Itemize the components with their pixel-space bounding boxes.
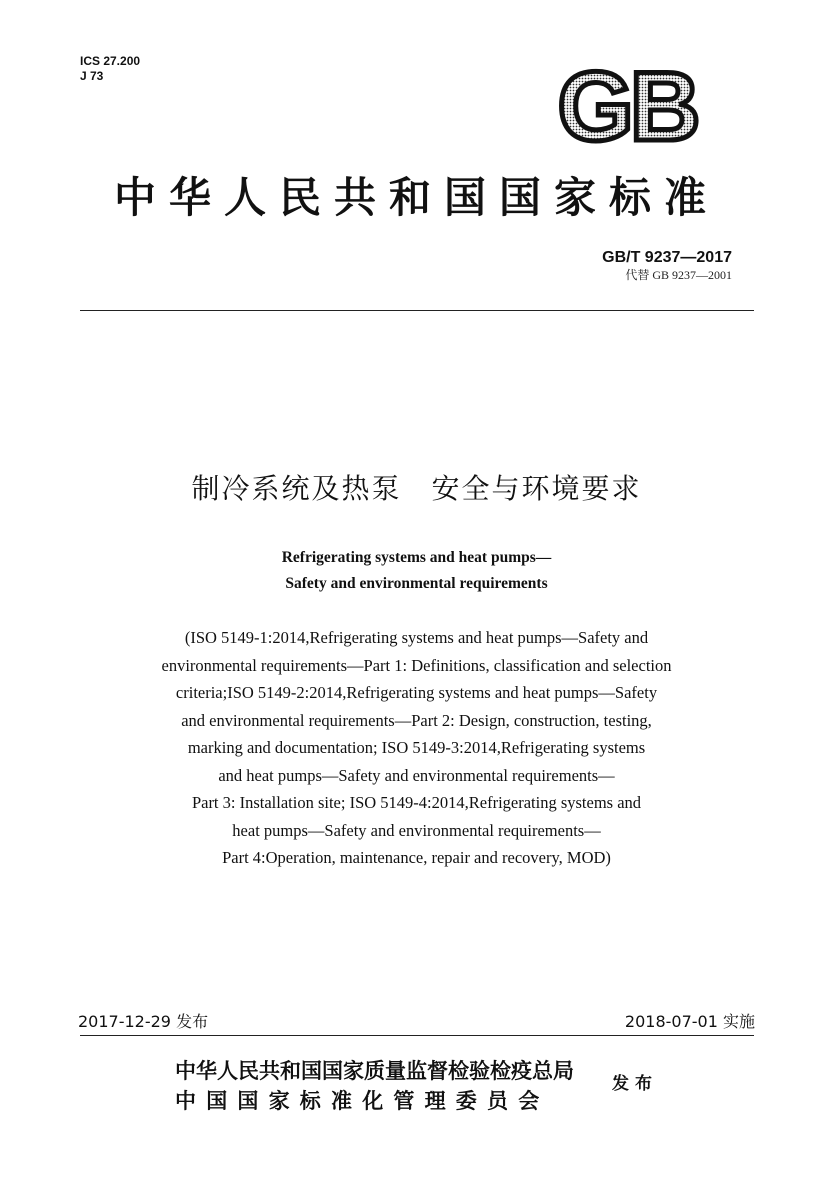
- gb-logo: [545, 62, 710, 148]
- iso-reference-line: (ISO 5149-1:2014,Refrigerating systems and heat pumps—Safety and: [184, 628, 649, 647]
- publish-label: 发布: [612, 1074, 658, 1094]
- chinese-title: 制冷系统及热泵 安全与环境要求: [191, 472, 642, 505]
- iso-reference-line: marking and documentation; ISO 5149-3:2014,Refrigerating systems: [187, 738, 646, 757]
- english-title: [0, 545, 833, 597]
- issuer-sac: 中国国家标准化管理委员会: [175, 1089, 550, 1113]
- iso-reference-line: Part 3: Installation site; ISO 5149-4:2014,Refrigerating systems and: [191, 793, 642, 812]
- iso-reference-line: environmental requirements—Part 1: Definitions, classification and selection: [161, 655, 672, 675]
- iso-reference-line: and environmental requirements—Part 2: Design, construction, testing,: [181, 710, 652, 730]
- gb-logo-text: GB: [557, 62, 697, 148]
- iso-reference-line: and heat pumps—Safety and environmental requirements—: [218, 765, 615, 785]
- implementation-date: 2018-07-01 实施: [624, 1012, 755, 1031]
- iso-reference-line: heat pumps—Safety and environmental requirements—: [232, 820, 601, 840]
- iso-reference-line: criteria;ISO 5149-2:2014,Refrigerating systems and heat pumps—Safety: [175, 683, 658, 702]
- standard-number: GB/T 9237—2017: [602, 249, 732, 266]
- iso-reference: [60, 624, 773, 872]
- english-title-line: Refrigerating systems and heat pumps—: [281, 549, 552, 566]
- top-divider: [80, 310, 754, 311]
- publish-date: 2017-12-29 发布: [78, 1012, 209, 1031]
- ics-code: ICS 27.200: [80, 54, 141, 68]
- ics-classification: [80, 54, 140, 84]
- replaces-standard: 代替 GB 9237—2001: [625, 268, 732, 282]
- ccs-code: J 73: [80, 69, 104, 83]
- english-title-line: Safety and environmental requirements: [285, 575, 548, 592]
- issuer-aqsiq: 中华人民共和国国家质量监督检验检疫总局: [175, 1059, 574, 1083]
- national-standard-title: 中华人民共和国国家标准: [113, 173, 719, 222]
- iso-reference-line: Part 4:Operation, maintenance, repair and recovery, MOD): [222, 848, 611, 867]
- bottom-divider: [80, 1035, 754, 1036]
